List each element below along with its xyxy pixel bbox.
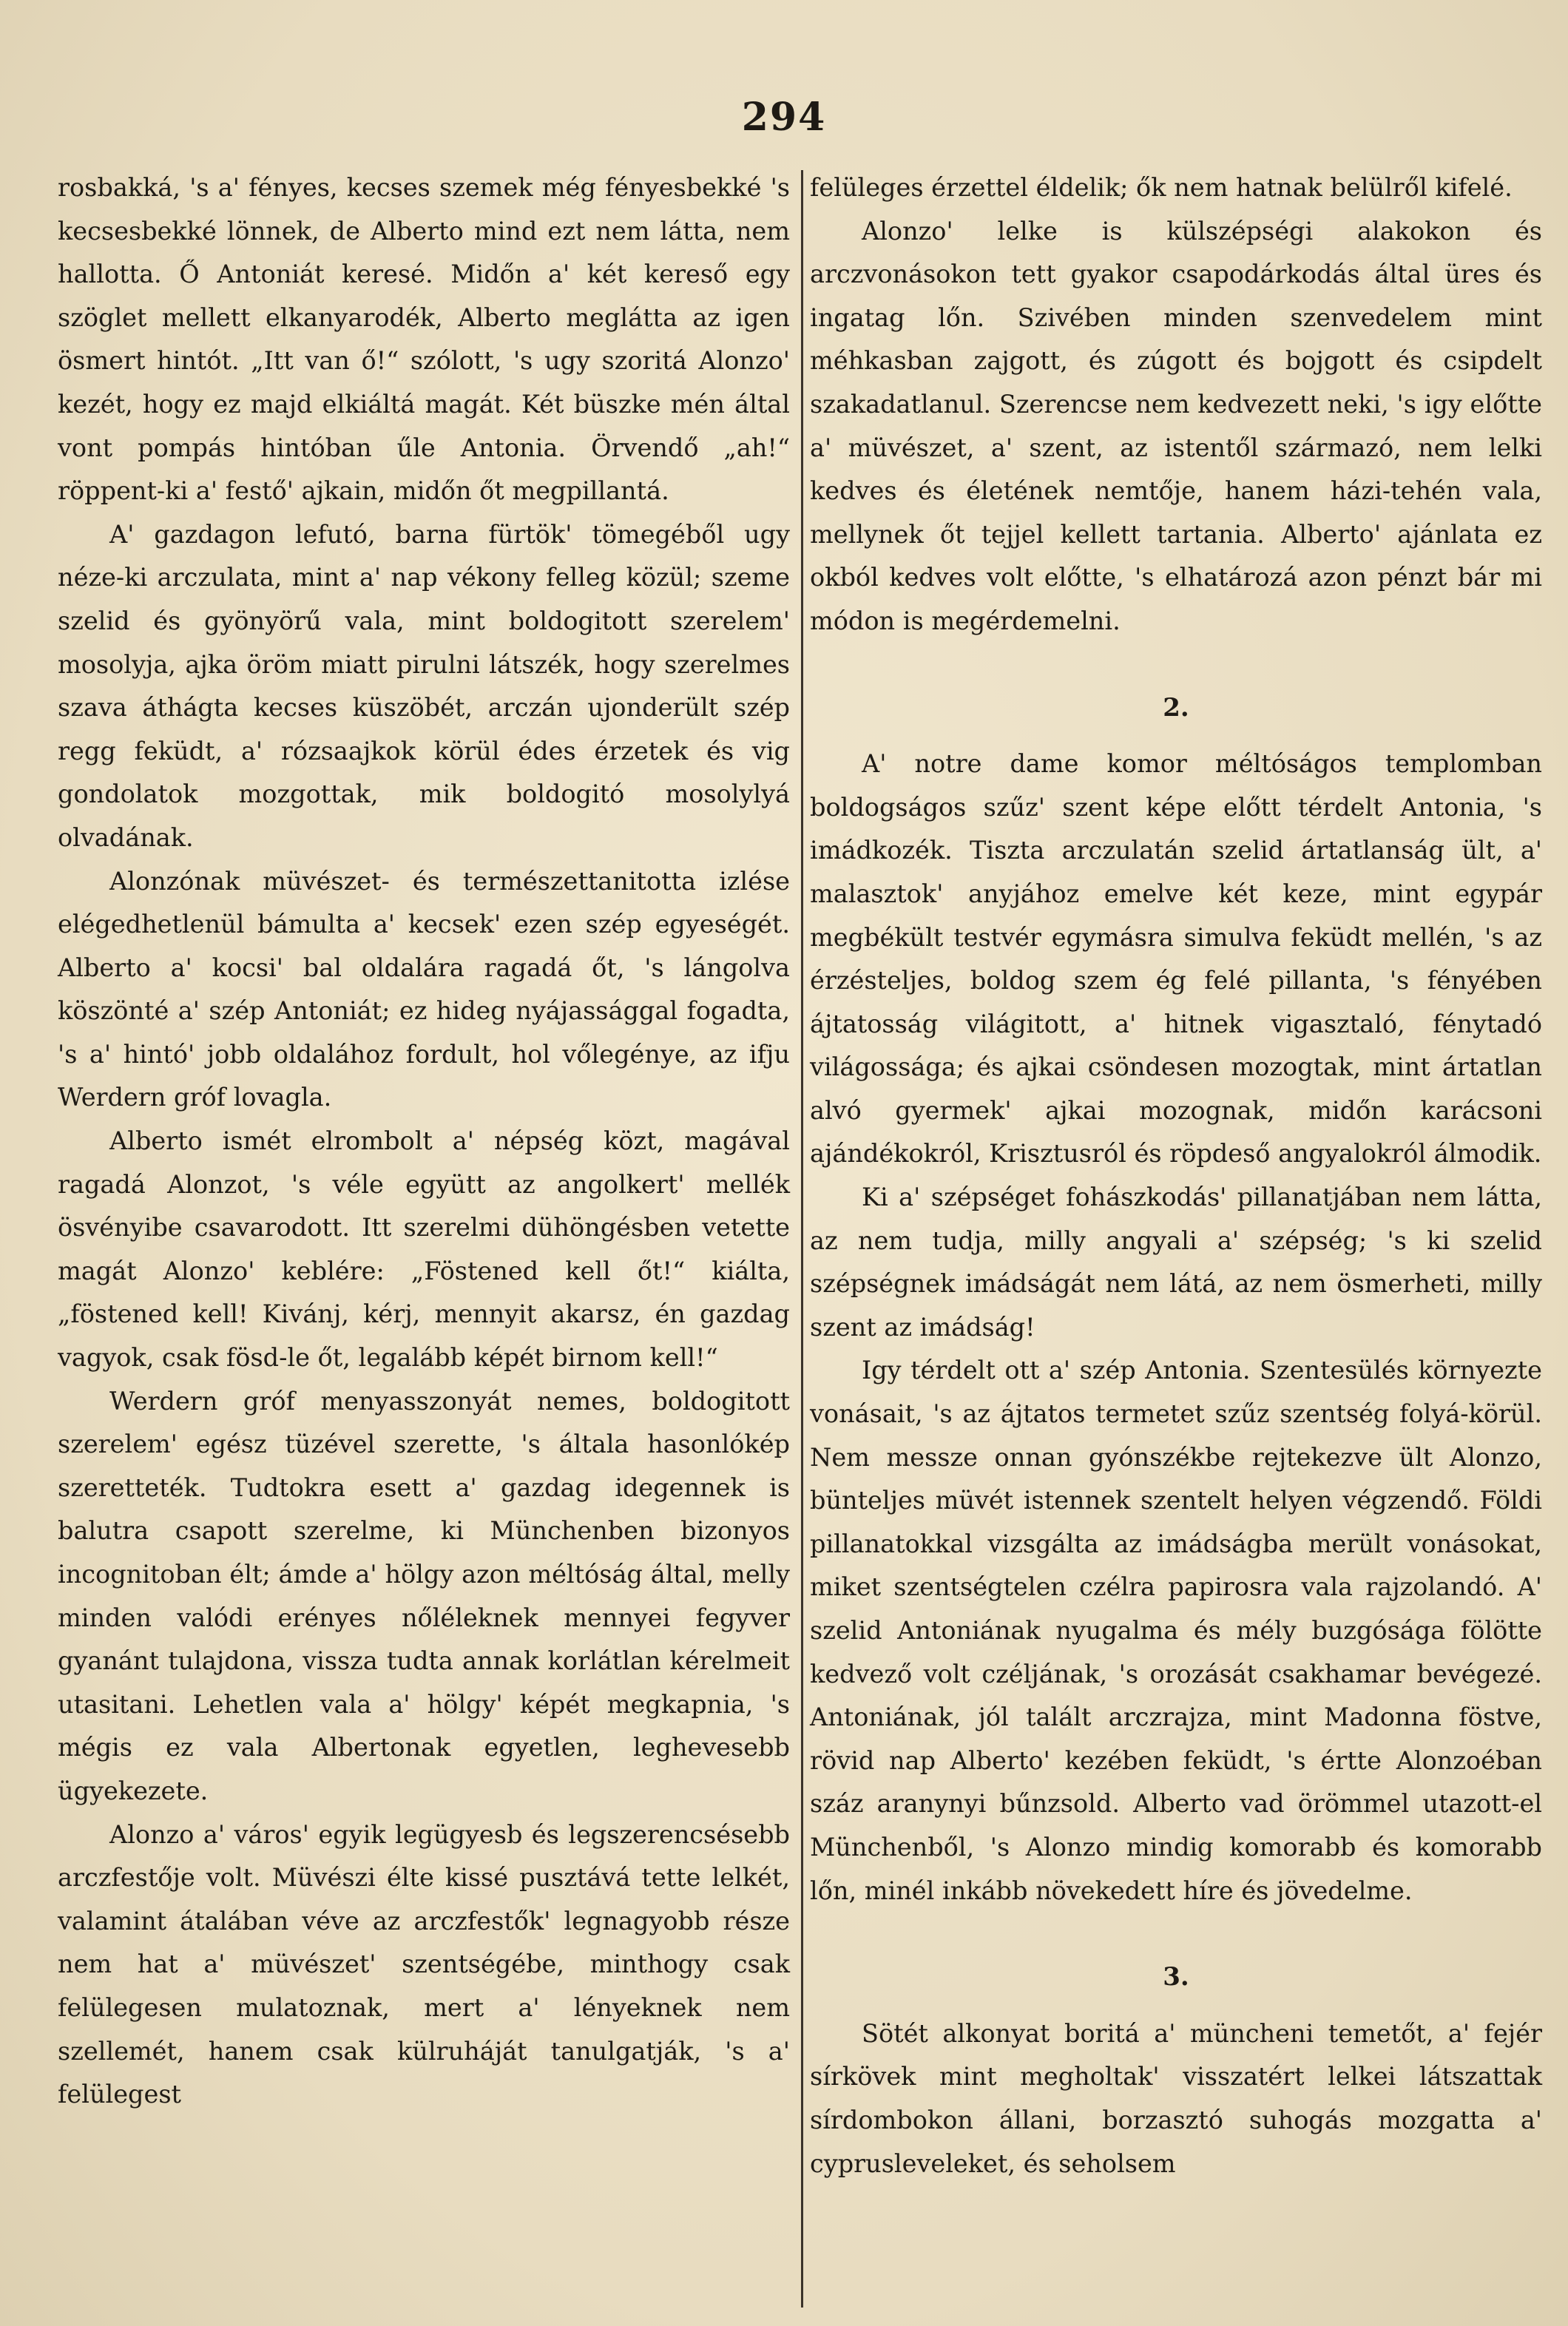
paragraph: Ki a' szépséget fohászkodás' pillanatjában nem látta, az nem tudja, milly angyali a' szépség; 's ki szelid szépségnek imádságát nem látá, az nem ösmerheti, milly szent az imádság! — [810, 1183, 1542, 1342]
paragraph: Alonzo' lelke is külszépségi alakokon és arczvonásokon tett gyakor csapodárkodás által üres és ingatag lőn. Szivében minden szenvedelem mint méhkasban zajgott, és zúgott és bojgott és csipdelt szakadatlanul. Szerencse nem kedvezett neki, 's igy előtte a' müvészet, a' szent, az istentől származó, nem lelki kedves és életének nemtője, hanem házi-tehén vala, mellynek őt tejjel kellett tartania. Alberto' ajánlata ez okból kedves volt előtte, 's elhatározá azon pénzt bár mi módon is megérdemelni. — [810, 216, 1542, 635]
paragraph: A' notre dame komor méltóságos templomban boldogságos szűz' szent képe előtt térdelt Antonia, 's imádkozék. Tiszta arczulatán szelid ártatlanság ült, a' malasztok' anyjához emelve két keze, mint egypár megbékült testvér egymásra simulva feküdt mellén, 's az érzésteljes, boldog szem ég felé pillanta, 's fényében ájtatosság világitott, a' hitnek vigasztaló, fénytadó világossága; és ajkai csöndesen mozogtak, mint ártatlan alvó gyermek' ajkai mozognak, midőn karácsoni ajándékokról, Krisztusról és röpdeső angyalokról álmodik. — [810, 749, 1542, 1169]
page-number: 294 — [741, 95, 827, 140]
paragraph: Alonzo a' város' egyik legügyesb és legszerencsésebb arczfestője volt. Müvészi élte kissé pusztává tette lelkét, valamint átalában véve az arczfestők' legnagyobb része nem hat a' müvészet' szentségébe, minthogy csak felülegesen mulatoznak, mert a' lényeknek nem szellemét, hanem csak külruháját tanulgatják, 's a' felülegest — [58, 1819, 790, 2109]
paragraph: A' gazdagon lefutó, barna fürtök' tömegéből ugy néze-ki arczulata, mint a' nap vékony felleg közül; szeme szelid és gyönyörű vala, mint boldogitott szerelem' mosolyja, ajka öröm miatt pirulni látszék, hogy szerelmes szava áthágta kecses küszöbét, arczán ujonderült szép regg feküdt, a' rózsaajkok körül édes érzetek és vig gondolatok mozgottak, mik boldogitó mosolylyá olvadának. — [58, 519, 790, 852]
right-column — [810, 166, 1542, 2311]
section-number-3: 3. — [1163, 1962, 1189, 1992]
left-column — [58, 166, 790, 2311]
paragraph: Alberto ismét elrombolt a' népség közt, magával ragadá Alonzot, 's véle együtt az angolkert' mellék ösvényibe csavarodott. Itt szerelmi dühöngésben vetette magát Alonzo' keblére: „Föstened kell őt!“ kiálta, „föstened kell! Kivánj, kérj, mennyit akarsz, én gazdag vagyok, csak fösd-le őt, legalább képét birnom kell!“ — [58, 1126, 790, 1373]
paragraph: felüleges érzettel éldelik; ők nem hatnak belülről kifelé. — [810, 173, 1513, 202]
paragraph: Alonzónak müvészet- és természettanitotta izlése elégedhetlenül bámulta a' kecsek' ezen szép egyeségét. Alberto a' kocsi' bal oldalára ragadá őt, 's lángolva köszönté a' szép Antoniát; ez hideg nyájassággal fogadta, 's a' hintó' jobb oldalához fordult, hol vőlegénye, az ifju Werdern gróf lovagla. — [58, 866, 790, 1112]
paragraph: Sötét alkonyat boritá a' müncheni temetőt, a' fejér sírkövek mint megholtak' visszatért lelkei látszattak sírdombokon állani, borzasztó suhogás mozgatta a' cyprusleveleket, és seholsem — [810, 2018, 1542, 2178]
paragraph: Werdern gróf menyasszonyát nemes, boldogitott szerelem' egész tüzével szerette, 's általa hasonlókép szeretteték. Tudtokra esett a' gazdag idegennek is balutra csapott szerelme, ki Münchenben bizonyos incognitoban élt; ámde a' hölgy azon méltóság által, melly minden valódi erényes nőléleknek mennyei fegyver gyanánt tulajdona, vissza tudta annak korlátlan kérelmeit utasitani. Lehetlen vala a' hölgy' képét megkapnia, 's mégis ez vala Albertonak egyetlen, leghevesebb ügyekezete. — [58, 1386, 790, 1805]
paragraph: Igy térdelt ott a' szép Antonia. Szentesülés környezte vonásait, 's az ájtatos termetet szűz szentség folyá-körül. Nem messze onnan gyónszékbe rejtekezve ült Alonzo, bünteljes müvét istennek szentelt helyen végzendő. Földi pillanatokkal vizsgálta az imádságba merült vonásokat, miket szentségtelen czélra papirosra vala rajzolandó. A' szelid Antoniának nyugalma és mély buzgósága fölötte kedvező volt czéljának, 's orozását csakhamar bevégezé. Antoniának, jól talált arczrajza, mint Madonna föstve, rövid nap Alberto' kezében feküdt, 's értte Alonzoéban száz aranynyi bűnzsold. Alberto vad örömmel utazott-el Münchenből, 's Alonzo mindig komorabb és komorabb lőn, minél inkább növekedett híre és jövedelme. — [810, 1356, 1542, 1905]
column-divider — [801, 170, 803, 2308]
paragraph: rosbakká, 's a' fényes, kecses szemek még fényesbekké 's kecsesbekké lönnek, de Alberto mind ezt nem látta, nem hallotta. Ő Antoniát keresé. Midőn a' két kereső egy szöglet mellett elkanyarodék, Alberto meglátta az igen ösmert hintót. „Itt van ő!“ szólott, 's ugy szoritá Alonzo' kezét, hogy ez majd elkiáltá magát. Két büszke mén által vont pompás hintóban űle Antonia. Örvendő „ah!“ röppent-ki a' festő' ajkain, midőn őt megpillantá. — [58, 173, 790, 506]
section-number-2: 2. — [1163, 692, 1189, 723]
